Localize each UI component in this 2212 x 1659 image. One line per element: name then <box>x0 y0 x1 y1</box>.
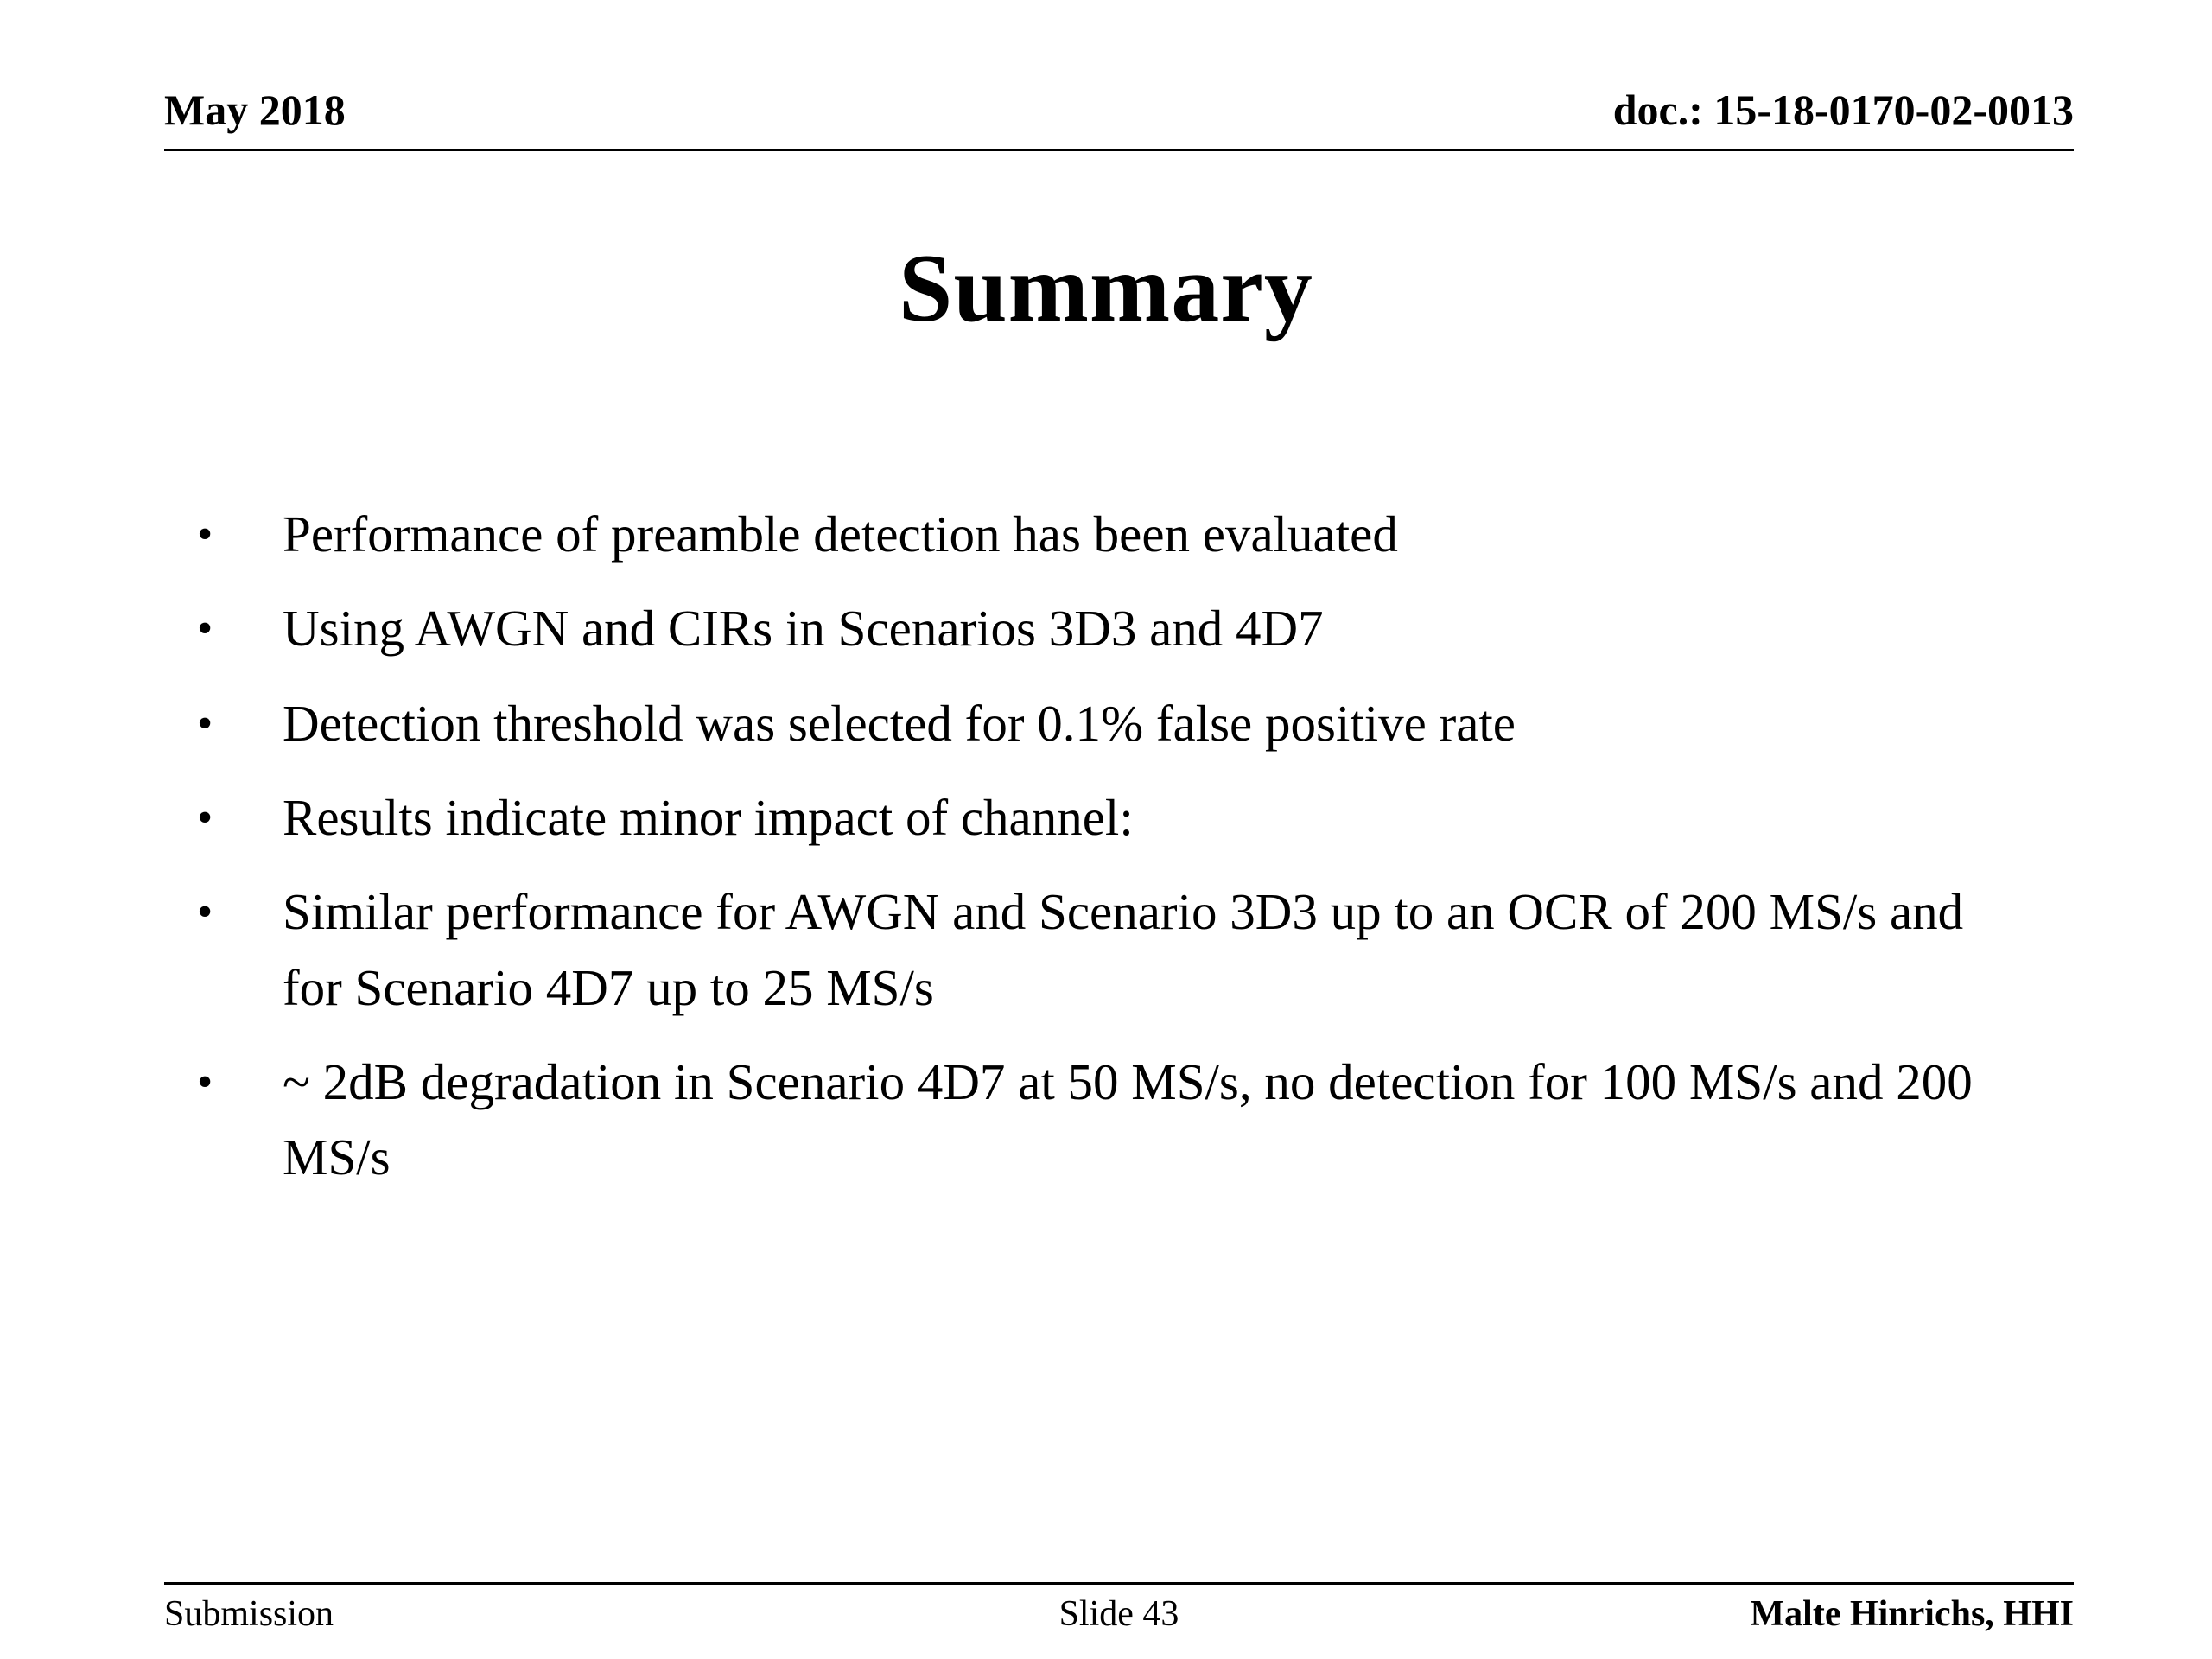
bullet-item <box>164 780 1996 855</box>
bullet-item <box>164 497 1996 572</box>
bullet-text: Results indicate minor impact of channel: <box>283 788 1134 846</box>
bullet-item <box>164 591 1996 666</box>
bullet-text: ~ 2dB degradation in Scenario 4D7 at 50 MS/s, no detection for 100 MS/s and 200 MS/s <box>283 1052 1973 1186</box>
bullet-text: Using AWGN and CIRs in Scenarios 3D3 and 4D7 <box>283 600 1324 658</box>
bullet-list <box>164 497 1996 1215</box>
header-doc-number: doc.: 15-18-0170-02-0013 <box>1612 86 2074 134</box>
footer-submission-label: Submission <box>164 1594 334 1634</box>
header-date: May 2018 <box>164 86 346 134</box>
footer-slide-number: Slide 43 <box>1058 1594 1179 1634</box>
slide-title: Summary <box>899 235 1313 342</box>
footer-author: Malte Hinrichs, HHI <box>1750 1594 2074 1634</box>
bullet-item <box>164 1045 1996 1196</box>
bullet-item <box>164 874 1996 1026</box>
bullet-text: Detection threshold was selected for 0.1% false positive rate <box>283 694 1516 752</box>
slide-header <box>164 85 2074 151</box>
bullet-text: Similar performance for AWGN and Scenario 3D3 up to an OCR of 200 MS/s and for Scenario 4D7 up to 25 MS/s <box>283 883 1964 1016</box>
bullet-item <box>164 686 1996 761</box>
slide-footer <box>164 1582 2074 1635</box>
bullet-text: Performance of preamble detection has been evaluated <box>283 505 1398 563</box>
